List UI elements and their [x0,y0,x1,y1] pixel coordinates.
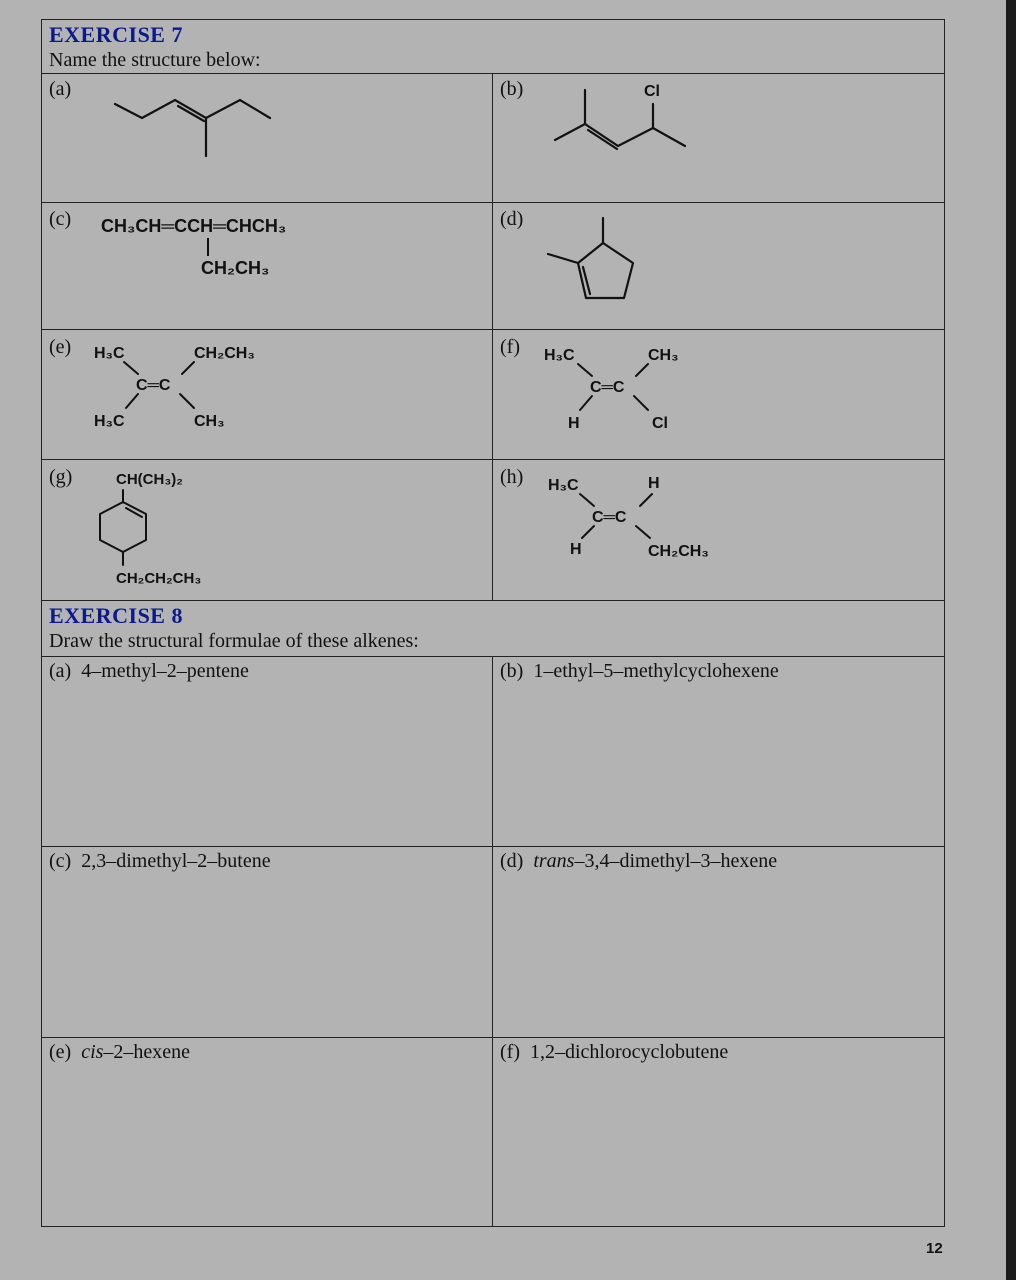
page-number: 12 [926,1240,943,1257]
divider [41,846,945,847]
divider [41,1037,945,1038]
formula-substituent: CH₂CH₃ [201,258,270,278]
item-label-h: (h) [500,466,524,488]
draw-item-e: (e) cis–2–hexene [49,1041,191,1063]
substituent-bottom-left: H [568,415,580,432]
exercise-8-title: EXERCISE 8 [49,603,183,628]
column-divider [492,73,493,600]
substituent-bottom-right: CH₂CH₃ [648,543,709,560]
substituent-bottom: CH₂CH₂CH₃ [116,570,202,587]
substituent-top-right: H [648,475,660,492]
substituent-top-right: CH₂CH₃ [194,345,255,362]
structure-f [540,338,710,438]
structure-h [540,468,740,568]
draw-item-d: (d) trans–3,4–dimethyl–3–hexene [500,850,778,872]
substituent-bottom-right: Cl [652,415,668,432]
substituent-bottom-left: H₃C [94,413,125,430]
draw-item-f: (f) 1,2–dichlorocyclobutene [500,1041,729,1063]
divider [41,202,945,203]
structure-b [540,76,710,166]
column-divider [492,656,493,1227]
item-label-a: (a) [49,78,72,100]
item-label-g: (g) [49,466,73,488]
page-edge-strip [1006,0,1016,1280]
item-label-e: (e) [49,336,72,358]
structure-a [100,90,290,170]
substituent-top-left: H₃C [548,477,579,494]
substituent-top-left: H₃C [94,345,125,362]
divider [41,600,945,601]
draw-item-b: (b) 1–ethyl–5–methylcyclohexene [500,660,779,682]
structure-c [95,206,395,290]
structure-e [90,336,290,436]
chlorine-atom: Cl [644,83,660,100]
structure-g [88,462,238,592]
item-label-c: (c) [49,208,72,230]
item-label-b: (b) [500,78,524,100]
substituent-bottom-left: H [570,541,582,558]
divider [41,329,945,330]
exercise-7-instruction: Name the structure below: [49,49,261,71]
double-bond: C═C [136,377,171,394]
divider [41,459,945,460]
divider [41,656,945,657]
item-label-f: (f) [500,336,520,358]
substituent-top-right: CH₃ [648,347,679,364]
formula-main-chain: CH₃CH═CCH═CHCH₃ [101,216,287,236]
double-bond: C═C [590,379,625,396]
substituent-top: CH(CH₃)₂ [116,471,183,488]
draw-item-a: (a) 4–methyl–2–pentene [49,660,249,682]
substituent-bottom-right: CH₃ [194,413,225,430]
exercise-7-title: EXERCISE 7 [49,22,183,47]
double-bond: C═C [592,509,627,526]
exercise-8-instruction: Draw the structural formulae of these alkenes: [49,630,419,652]
item-label-d: (d) [500,208,524,230]
structure-d [540,210,650,305]
substituent-top-left: H₃C [544,347,575,364]
divider [41,73,945,74]
draw-item-c: (c) 2,3–dimethyl–2–butene [49,850,271,872]
